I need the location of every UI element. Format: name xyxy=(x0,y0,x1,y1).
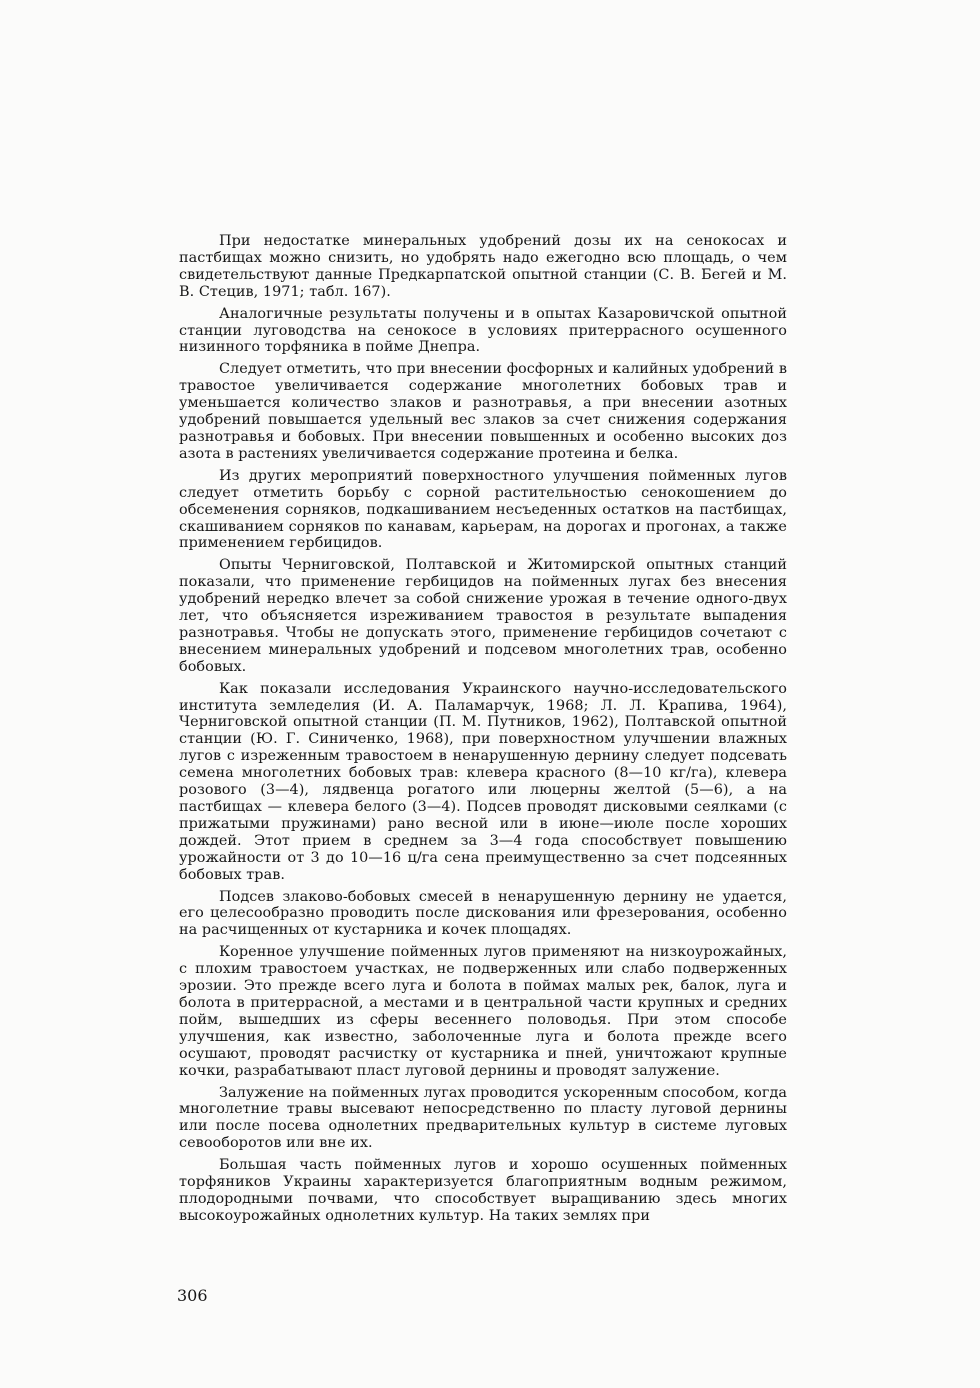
paragraph-4: Из других мероприятий поверхностного улучшения пойменных лугов следует отметить борьбу с сорной растительностью сенокошением до обсеменения сорняков, подкашиванием несъеденных остатков на пастбищах, скашиванием сорняков по канавам, карьерам, на дорогах и прогонах, а также применением гербицидов. xyxy=(179,467,787,552)
paragraph-8: Коренное улучшение пойменных лугов применяют на низкоурожайных, с плохим травостоем участках, не подверженных или слабо подверженных эрозии. Это прежде всего луга и болота в поймах малых рек, балок, луга и болота в притеррасной, а местами и в центральной части крупных и средних пойм, вышедших из сферы весеннего половодья. При этом способе улучшения, как известно, заболоченные луга и болота прежде всего осушают, проводят расчистку от кустарника и пней, уничтожают крупные кочки, разрабатывают пласт луговой дернины и проводят залужение. xyxy=(179,944,787,1079)
paragraph-3: Следует отметить, что при внесении фосфорных и калийных удобрений в травостое увеличивается содержание многолетних бобовых трав и уменьшается количество злаков и разнотравья, а при внесении азотных удобрений повышается удельный вес злаков за счет снижения содержания разнотравья и бобовых. При внесении повышенных и особенно высоких доз азота в растениях увеличивается содержание протеина и белка. xyxy=(179,361,787,462)
paragraph-6: Как показали исследования Украинского научно-исследовательского института земледелия (И. А. Паламарчук, 1968; Л. Л. Крапива, 1964), Черниговской опытной станции (П. М. Путников, 1962), Полтавской опытной станции (Ю. Г. Синиченко, 1968), при поверхностном улучшении влажных лугов с изреженным травостоем в ненарушенную дернину следует подсевать семена многолетних бобовых трав: клевера красного (8—10 кг/га), клевера розового (3—4), лядвенца рогатого или люцерны желтой (5—6), а на пастбищах — клевера белого (3—4). Подсев проводят дисковыми сеялками (с прижатыми пружинами) рано весной или в июне—июле после хороших дождей. Этот прием в среднем за 3—4 года способствует повышению урожайности от 3 до 10—16 ц/га сена преимущественно за счет подсеянных бобовых трав. xyxy=(179,680,787,883)
paragraph-5: Опыты Черниговской, Полтавской и Житомирской опытных станций показали, что применение гербицидов на пойменных лугах без внесения удобрений нередко влечет за собой снижение урожая в течение одного-двух лет, что объясняется изреживанием травостоя в результате выпадения разнотравья. Чтобы не допускать этого, применение гербицидов сочетают с внесением минеральных удобрений и подсевом многолетних трав, особенно бобовых. xyxy=(179,557,787,675)
paragraph-1: При недостатке минеральных удобрений дозы их на сенокосах и пастбищах можно снизить, но удобрять надо ежегодно всю площадь, о чем свидетельствуют данные Предкарпатской опытной станции (С. В. Бегей и М. В. Стецив, 1971; табл. 167). xyxy=(179,233,787,300)
paragraph-10: Большая часть пойменных лугов и хорошо осушенных пойменных торфяников Украины характеризуется благоприятным водным режимом, плодородными почвами, что способствует выращиванию здесь многих высокоурожайных однолетних культур. На таких землях при xyxy=(179,1157,787,1224)
paragraph-9: Залужение на пойменных лугах проводится ускоренным способом, когда многолетние травы высевают непосредственно по пласту луговой дернины или после посева однолетних предварительных культур в системе луговых севооборотов или вне их. xyxy=(179,1084,787,1152)
page-number: 306 xyxy=(177,1286,208,1305)
paragraph-7: Подсев злаково-бобовых смесей в ненарушенную дернину не удается, его целесообразно проводить после дискования или фрезерования, особенно на расчищенных от кустарника и кочек площадях. xyxy=(179,888,787,939)
paragraph-2: Аналогичные результаты получены и в опытах Казаровичской опытной станции луговодства на сенокосе в условиях притеррасного осушенного низинного торфяника в пойме Днепра. xyxy=(179,305,787,356)
body-text xyxy=(179,233,787,1230)
